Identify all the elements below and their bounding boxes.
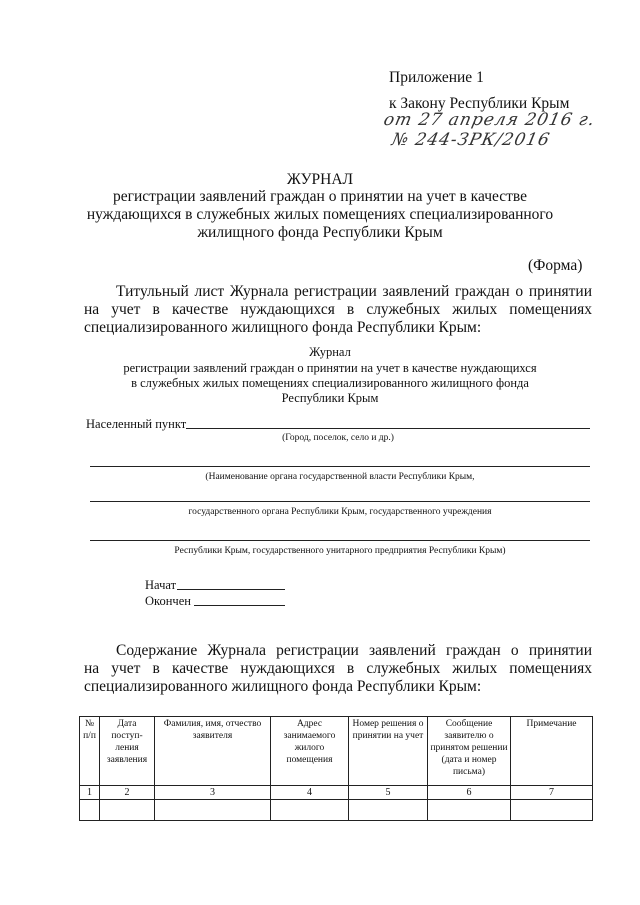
finished-label: Окончен [145,594,191,608]
journal-heading-line-3: жилищного фонда Республики Крым [197,224,443,241]
table-cell [511,800,593,821]
column-number-3: 3 [155,786,271,800]
locality-label: Населенный пункт [86,417,187,431]
journal-heading-title: ЖУРНАЛ [286,171,354,188]
handwritten-number: № 244-ЗРК/2016 [389,130,553,150]
header-applicant-name: Фамилия, имя, отчество заявителя [155,717,271,786]
column-number-5: 5 [349,786,428,800]
contents-intro-line-3: специализированного жилищного фонда Республики Крым: [84,678,482,695]
table-cell [271,800,349,821]
locality-hint: (Город, поселок, село и др.) [282,433,394,443]
column-number-7: 7 [511,786,593,800]
header-application-date: Дата поступ- ления заявления [100,717,155,786]
table-cell [349,800,428,821]
header-notification: Сообщение заявителю о принятом решении (дата и номер письма) [428,717,511,786]
started-label: Начат [145,578,177,592]
header-row-number: № п/п [80,717,100,786]
title-page-title: Журнал [309,345,351,359]
table-cell [428,800,511,821]
table-cell [80,800,100,821]
contents-intro-line-2: на учет в качестве нуждающихся в служебных жилых помещениях [84,660,592,677]
title-page-intro-line-1: Титульный лист Журнала регистрации заявлений граждан о принятии [116,283,592,300]
table-cell [155,800,271,821]
title-page-line-3: Республики Крым [281,391,379,405]
journal-heading-line-2: нуждающихся в служебных жилых помещениях специализированного [86,206,554,223]
authority-hint-2: государственного органа Республики Крым, государственного учреждения [188,507,492,517]
title-page-line-1: регистрации заявлений граждан о принятии на учет в качестве нуждающихся [123,361,537,375]
column-number-4: 4 [271,786,349,800]
authority-field-line-1 [90,466,590,467]
register-table [79,716,593,821]
appendix-law-ref: к Закону Республики Крым [389,95,570,112]
authority-field-line-2 [90,501,590,502]
title-page-intro-line-2: на учет в качестве нуждающихся в служебных жилых помещениях [84,301,592,318]
header-occupied-address: Адрес занимаемого жилого помещения [271,717,349,786]
table-header-row [80,717,593,786]
authority-hint-3: Республики Крым, государственного унитарного предприятия Республики Крым) [174,546,506,556]
table-cell [100,800,155,821]
started-field-line [177,589,285,590]
appendix-title: Приложение 1 [389,69,484,86]
table-row [80,800,593,821]
header-note: Примечание [511,717,593,786]
handwritten-date: от 27 апреля 2016 г. [381,110,598,130]
journal-heading-line-1: регистрации заявлений граждан о принятии на учет в качестве [112,188,528,205]
column-number-2: 2 [100,786,155,800]
header-decision-number: Номер решения о принятии на учет [349,717,428,786]
title-page-line-2: в служебных жилых помещениях специализированного жилищного фонда [131,376,529,390]
table-number-row [80,786,593,800]
authority-hint-1: (Наименование органа государственной власти Республики Крым, [205,472,475,482]
column-number-1: 1 [80,786,100,800]
column-number-6: 6 [428,786,511,800]
form-label: (Форма) [528,257,583,274]
authority-field-line-3 [90,540,590,541]
finished-field-line [194,605,285,606]
locality-field-line [186,428,590,429]
contents-intro-line-1: Содержание Журнала регистрации заявлений граждан о принятии [116,642,592,659]
title-page-intro-line-3: специализированного жилищного фонда Республики Крым: [84,319,482,336]
